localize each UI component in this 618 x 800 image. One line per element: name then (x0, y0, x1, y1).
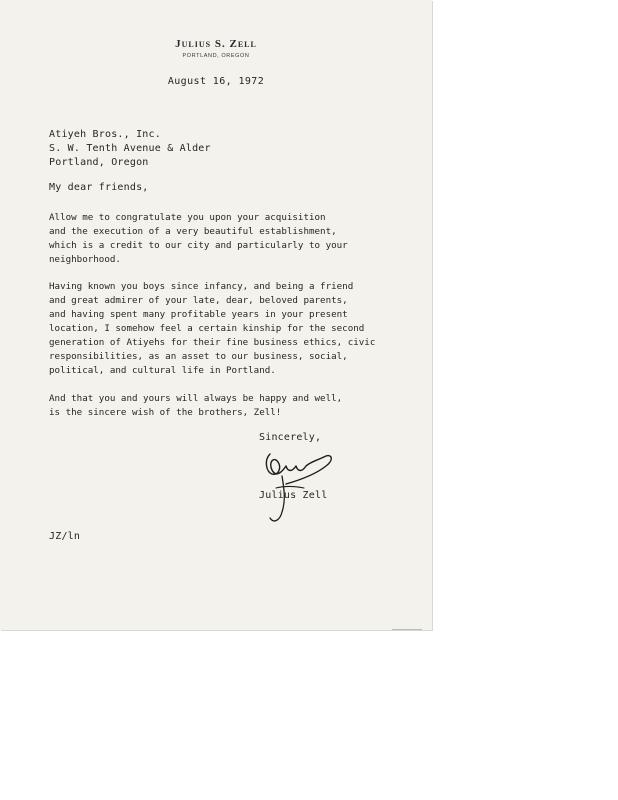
recipient-line: Atiyeh Bros., Inc. (49, 129, 161, 140)
paragraph-line: and having spent many profitable years in your present (49, 309, 348, 320)
paragraph-congratulations (49, 211, 348, 267)
recipient-line: S. W. Tenth Avenue & Alder (49, 143, 211, 154)
paragraph-line: Allow me to congratulate you upon your acquisition (49, 212, 326, 223)
paragraph-line: generation of Atiyehs for their fine business ethics, civic (49, 337, 376, 348)
signer-name: Julius Zell (259, 490, 328, 501)
paragraph-line: Having known you boys since infancy, and being a friend (49, 281, 354, 292)
paragraph-line: is the sincere wish of the brothers, Zell! (49, 407, 282, 418)
recipient-line: Portland, Oregon (49, 157, 149, 168)
letterhead-place: PORTLAND, OREGON (182, 53, 250, 59)
handwritten-signature (252, 446, 342, 530)
paragraph-line: political, and cultural life in Portland. (49, 365, 276, 376)
paragraph-kinship (49, 280, 375, 378)
letter-date: August 16, 1972 (167, 76, 265, 87)
paragraph-line: and the execution of a very beautiful establishment, (49, 226, 337, 237)
paragraph-line: and great admirer of your late, dear, beloved parents, (49, 295, 348, 306)
paragraph-line: location, I somehow feel a certain kinship for the second (49, 323, 365, 334)
typist-initials: JZ/ln (49, 531, 81, 542)
letterhead-name: Julius S. Zell (175, 38, 257, 50)
paragraph-line: And that you and yours will always be happy and well, (49, 393, 343, 404)
paper-edge-mark (392, 629, 422, 630)
recipient-address (49, 128, 211, 170)
paragraph-line: responsibilities, as an asset to our business, social, (49, 351, 348, 362)
salutation: My dear friends, (49, 182, 149, 193)
closing: Sincerely, (259, 432, 322, 443)
paragraph-line: which is a credit to our city and particularly to your (49, 240, 348, 251)
paragraph-line: neighborhood. (49, 254, 121, 265)
paragraph-wishes (49, 392, 342, 420)
